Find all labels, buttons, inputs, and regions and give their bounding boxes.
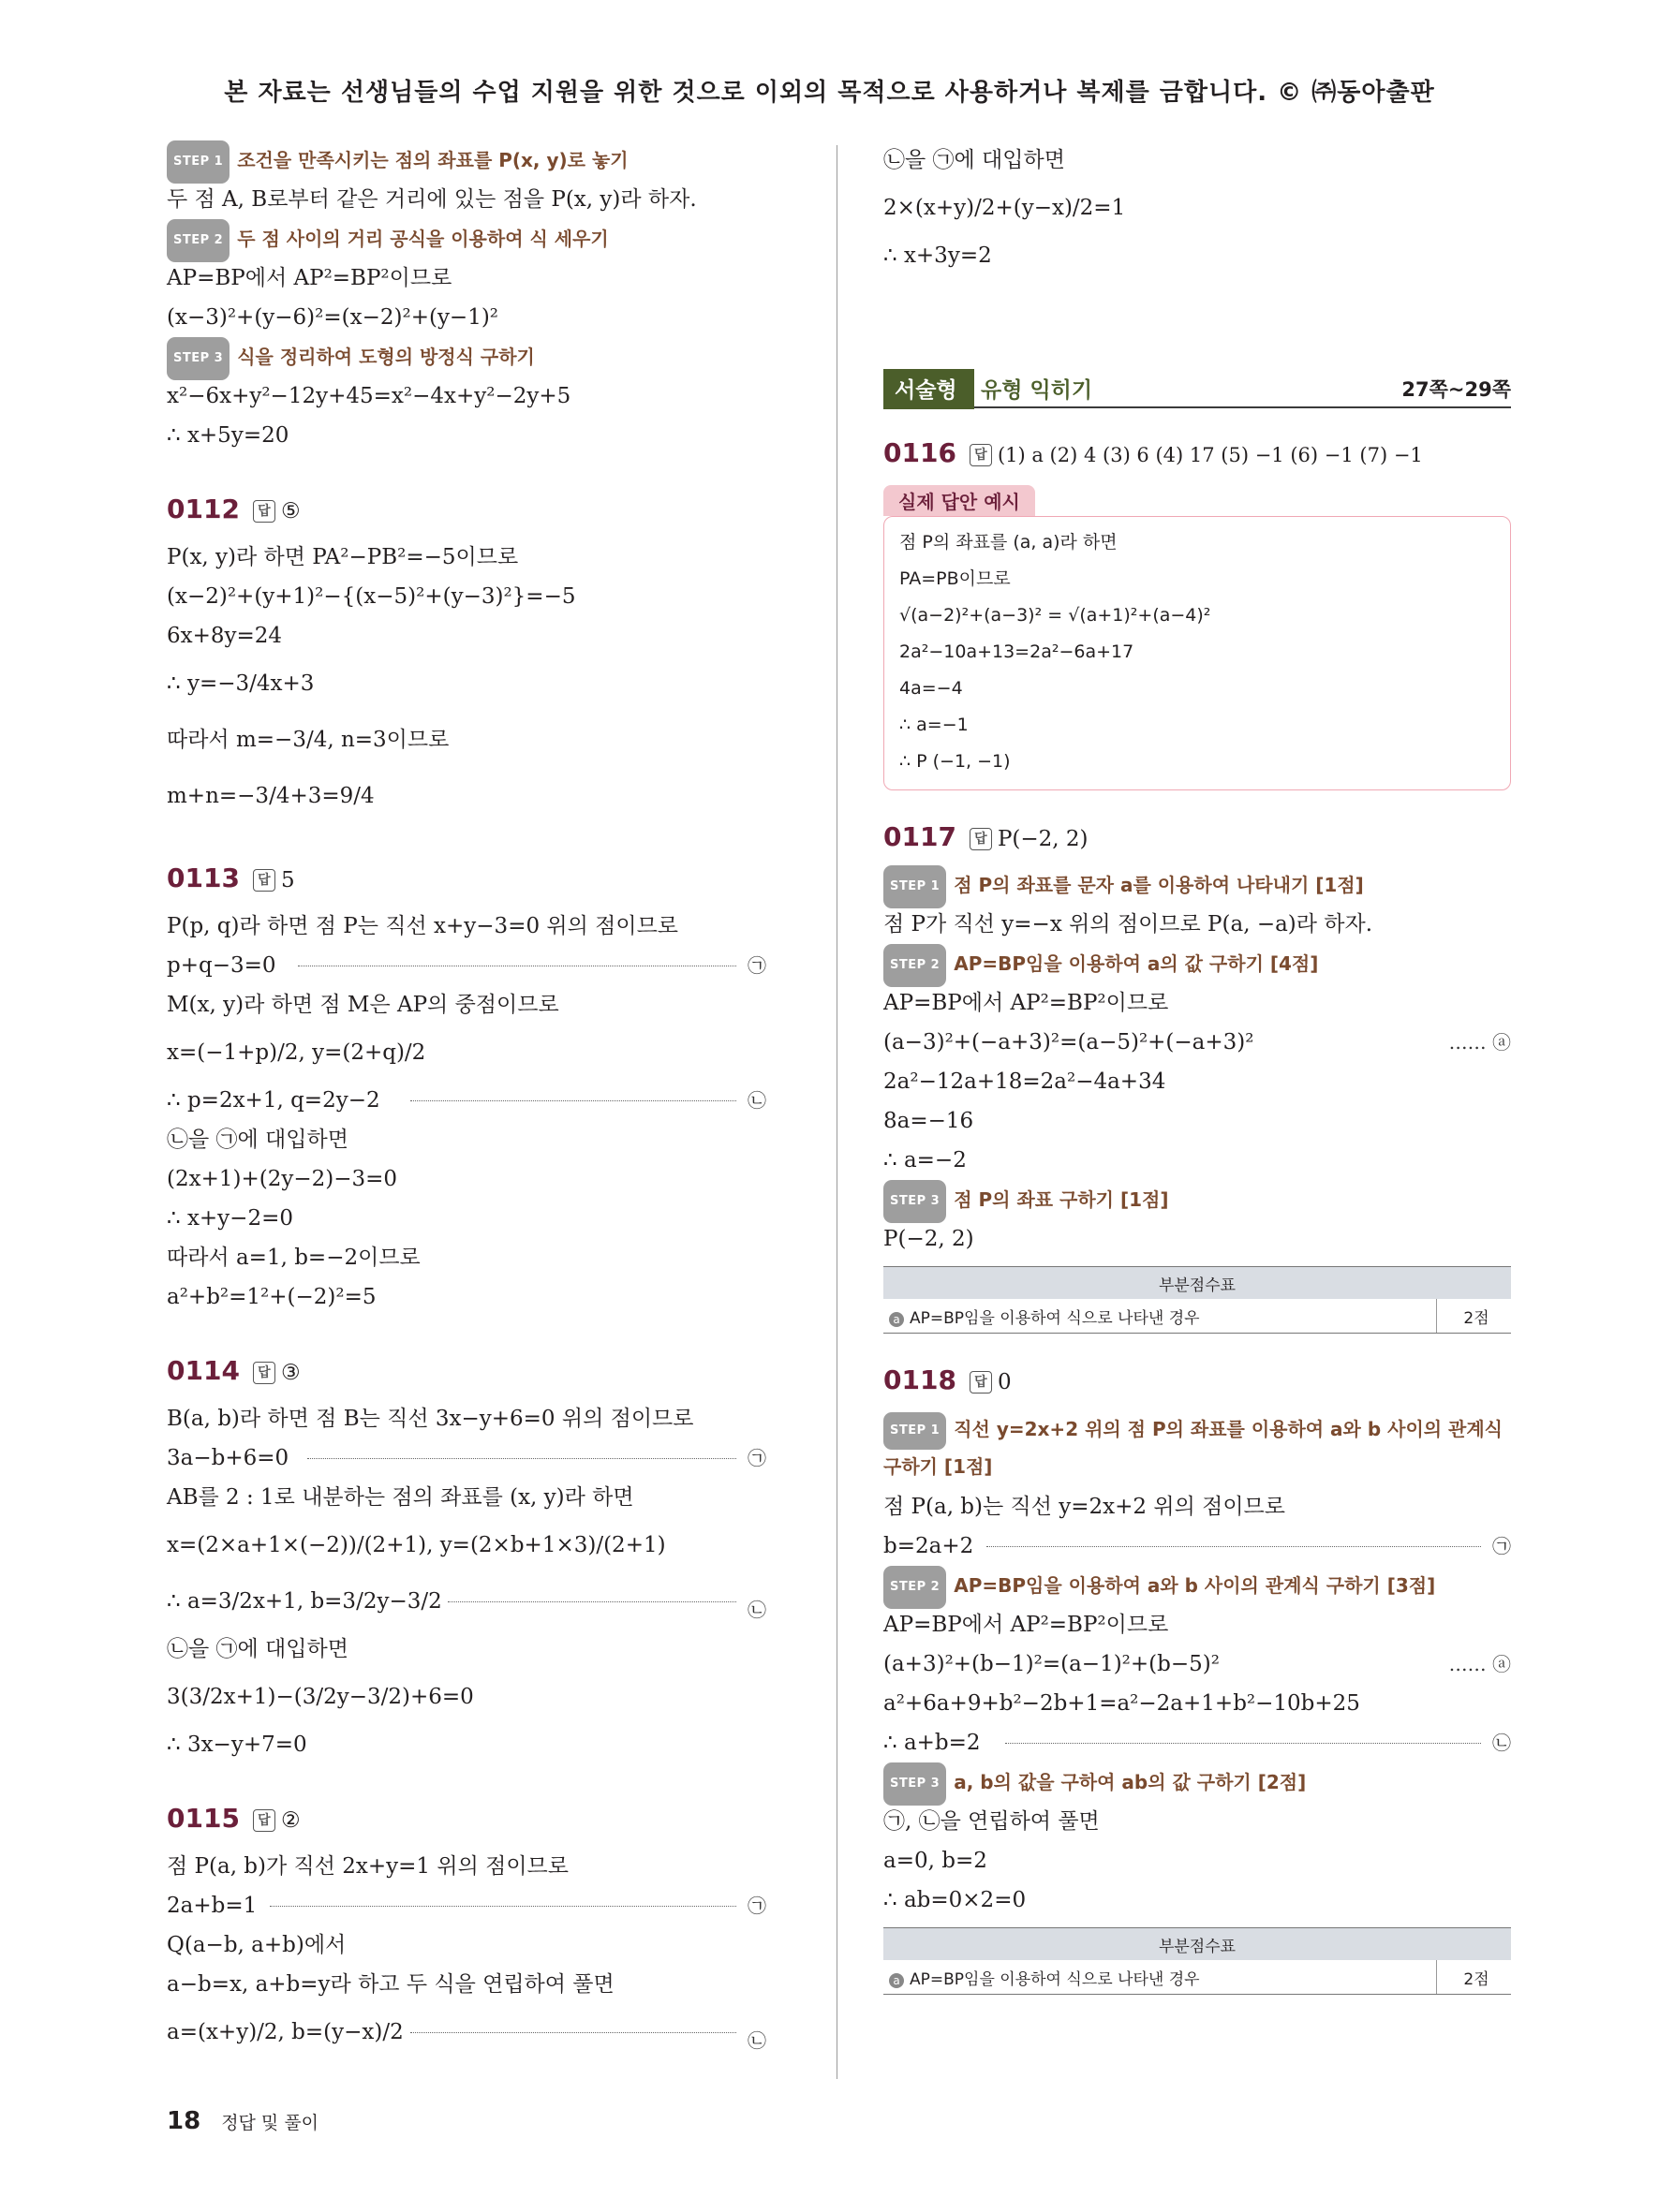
handwritten-line: ∴ P (−1, −1) — [899, 751, 1011, 772]
solution-line: 점 P가 직선 y=−x 위의 점이므로 P(a, −a)라 하자. — [883, 912, 1373, 936]
problem-number: 0116 — [883, 437, 956, 468]
handwritten-answer-box — [883, 516, 1511, 790]
solution-line: P(−2, 2) — [883, 1227, 974, 1251]
solution-line: 8a=−16 — [883, 1109, 974, 1133]
problem-number: 0113 — [167, 863, 240, 893]
solution-line: P(x, y)라 하면 PA²−PB²=−5이므로 — [167, 545, 519, 569]
answer-icon: 답 — [253, 1809, 275, 1832]
answer-icon: 답 — [970, 828, 992, 850]
section-title: 유형 익히기 — [981, 378, 1093, 403]
equation-mark: ㉡ — [1492, 1732, 1511, 1754]
footer-title: 정답 및 풀이 — [221, 2113, 319, 2133]
solution-line: (x−3)²+(y−6)²=(x−2)²+(y−1)² — [167, 305, 499, 330]
solution-line: m+n=−3/4+3=9/4 — [167, 784, 375, 808]
solution-line: 3(3/2x+1)−(3/2y−3/2)+6=0 — [167, 1685, 474, 1709]
solution-line: ∴ y=−3/4x+3 — [167, 671, 315, 696]
solution-line: AB를 2 : 1로 내분하는 점의 좌표를 (x, y)라 하면 — [167, 1485, 634, 1510]
page-footer — [167, 2107, 318, 2135]
equation-mark: ㉡ — [748, 2029, 766, 2052]
score-points: 2점 — [1437, 1299, 1512, 1334]
solution-line: a−b=x, a+b=y라 하고 두 식을 연립하여 풀면 — [167, 1972, 615, 1997]
solution-line: (x−2)²+(y+1)²−{(x−5)²+(y−3)²}=−5 — [167, 584, 576, 609]
solution-line: 점 P(a, b)는 직선 y=2x+2 위의 점이므로 — [883, 1495, 1285, 1519]
equation-mark: …… ⓐ — [1448, 1653, 1511, 1675]
solution-line: 2a+b=1 ㉠ — [167, 1886, 766, 1925]
answer-value: 0 — [997, 1370, 1012, 1394]
handwritten-line: √(a−2)²+(a−3)² = √(a+1)²+(a−4)² — [899, 605, 1211, 626]
solution-line: a²+6a+9+b²−2b+1=a²−2a+1+b²−10b+25 — [883, 1691, 1360, 1716]
partial-score-table — [883, 1927, 1511, 1995]
equation-mark: ㉠ — [748, 1895, 766, 1917]
step-2: STEP 2 두 점 사이의 거리 공식을 이용하여 식 세우기 — [167, 219, 766, 258]
answer-value: P(−2, 2) — [997, 827, 1089, 851]
solution-line: AP=BP에서 AP²=BP²이므로 — [883, 1613, 1169, 1637]
answer-icon: 답 — [253, 1362, 275, 1384]
score-criterion: a AP=BP임을 이용하여 식으로 나타낸 경우 — [883, 1299, 1437, 1334]
solution-line: ㉡을 ㉠에 대입하면 — [883, 148, 1065, 172]
score-table-header: 부분점수표 — [883, 1267, 1511, 1300]
dotted-leader — [307, 1458, 736, 1459]
page-number: 18 — [167, 2107, 201, 2135]
solution-line: ∴ x+y−2=0 — [167, 1206, 293, 1231]
solution-line: 2×(x+y)/2+(y−x)/2=1 — [883, 196, 1126, 220]
solution-line: AP=BP에서 AP²=BP²이므로 — [883, 991, 1169, 1015]
circle-a-icon: a — [889, 1973, 904, 1988]
solution-line: x=(−1+p)/2, y=(2+q)/2 — [167, 1040, 426, 1065]
solution-line: 따라서 m=−3/4, n=3이므로 — [167, 728, 450, 752]
circle-a-icon: a — [889, 1312, 904, 1327]
problem-number: 0118 — [883, 1364, 956, 1395]
solution-line: 따라서 a=1, b=−2이므로 — [167, 1246, 421, 1270]
dotted-leader — [986, 1546, 1481, 1547]
solution-line: ∴ a=−2 — [883, 1148, 967, 1172]
answer-icon: 답 — [970, 1371, 992, 1394]
problem-header — [167, 850, 766, 907]
equation-mark: ㉠ — [1492, 1535, 1511, 1557]
solution-line: p+q−3=0 ㉠ — [167, 946, 766, 985]
step-1: STEP 1 조건을 만족시키는 점의 좌표를 P(x, y)로 놓기 — [167, 140, 766, 180]
problem-header — [883, 1352, 1511, 1408]
problem-number: 0117 — [883, 821, 956, 852]
handwritten-line: 4a=−4 — [899, 678, 963, 699]
left-column — [167, 140, 766, 2060]
solution-line: ∴ a+b=2 ㉡ — [883, 1723, 1511, 1762]
problem-number: 0114 — [167, 1355, 240, 1386]
solution-line: ㉠, ㉡을 연립하여 풀면 — [883, 1809, 1100, 1834]
solution-line: a=0, b=2 — [883, 1849, 987, 1873]
problem-header — [167, 481, 766, 538]
problem-number: 0115 — [167, 1803, 240, 1834]
dotted-leader — [448, 1601, 736, 1602]
dotted-leader — [270, 1906, 736, 1907]
step-1: STEP 1 직선 y=2x+2 위의 점 P의 좌표를 이용하여 a와 b 사이의 관계식 구하기 [1점] — [883, 1408, 1511, 1487]
solution-line: ∴ ab=0×2=0 — [883, 1888, 1027, 1912]
dotted-leader — [1005, 1743, 1481, 1744]
dotted-leader — [410, 2032, 736, 2033]
problem-header — [883, 809, 1511, 865]
right-column — [883, 140, 1511, 2013]
solution-line: (a−3)²+(−a+3)²=(a−5)²+(−a+3)² …… ⓐ — [883, 1023, 1511, 1062]
section-tag: 서술형 — [883, 369, 974, 409]
solution-line: 2a²−12a+18=2a²−4a+34 — [883, 1069, 1166, 1094]
solution-line: 두 점 A, B로부터 같은 거리에 있는 점을 P(x, y)라 하자. — [167, 187, 697, 212]
answer-icon: 답 — [970, 444, 992, 466]
answer-value: ⑤ — [280, 499, 301, 524]
solution-line: ∴ p=2x+1, q=2y−2 ㉡ — [167, 1081, 766, 1120]
step-3: STEP 3 a, b의 값을 구하여 ab의 값 구하기 [2점] — [883, 1762, 1511, 1802]
solution-line: (a+3)²+(b−1)²=(a−1)²+(b−5)² …… ⓐ — [883, 1644, 1511, 1684]
answer-icon: 답 — [253, 869, 275, 892]
step-3: STEP 3 점 P의 좌표 구하기 [1점] — [883, 1180, 1511, 1219]
partial-score-table — [883, 1266, 1511, 1334]
solution-line: 3a−b+6=0 ㉠ — [167, 1438, 766, 1478]
solution-line: ∴ a=3/2x+1, b=3/2y−3/2 ㉡ — [167, 1573, 766, 1630]
solution-line: ㉡을 ㉠에 대입하면 — [167, 1128, 348, 1152]
answer-icon: 답 — [253, 500, 275, 523]
section-pages: 27쪽~29쪽 — [1401, 378, 1511, 401]
solution-line: a=(x+y)/2, b=(y−x)/2 ㉡ — [167, 2004, 766, 2060]
equation-mark: ㉠ — [748, 1447, 766, 1469]
solution-line: x²−6x+y²−12y+45=x²−4x+y²−2y+5 — [167, 384, 571, 408]
handwritten-line: ∴ a=−1 — [899, 715, 969, 735]
step-2: STEP 2 AP=BP임을 이용하여 a와 b 사이의 관계식 구하기 [3점] — [883, 1566, 1511, 1605]
solution-line: ㉡을 ㉠에 대입하면 — [167, 1637, 348, 1661]
score-criterion: a AP=BP임을 이용하여 식으로 나타낸 경우 — [883, 1960, 1437, 1995]
problem-header — [167, 1791, 766, 1847]
solution-line: ∴ x+5y=20 — [167, 423, 289, 448]
problem-header — [883, 425, 1511, 481]
solution-line: 6x+8y=24 — [167, 624, 283, 648]
score-points: 2점 — [1437, 1960, 1512, 1995]
answer-value: ② — [280, 1808, 301, 1833]
score-table-header: 부분점수표 — [883, 1928, 1511, 1961]
step-1: STEP 1 점 P의 좌표를 문자 a를 이용하여 나타내기 [1점] — [883, 865, 1511, 905]
answer-value: ③ — [280, 1361, 301, 1385]
handwritten-line: 점 P의 좌표를 (a, a)라 하면 — [899, 532, 1118, 553]
solution-line: P(p, q)라 하면 점 P는 직선 x+y−3=0 위의 점이므로 — [167, 914, 679, 938]
equation-mark: ㉡ — [748, 1599, 766, 1621]
handwritten-line: 2a²−10a+13=2a²−6a+17 — [899, 641, 1134, 662]
answer-value: 5 — [280, 868, 295, 892]
problem-header — [167, 1343, 766, 1399]
solution-line: M(x, y)라 하면 점 M은 AP의 중점이므로 — [167, 993, 559, 1017]
solution-line: AP=BP에서 AP²=BP²이므로 — [167, 266, 452, 290]
problem-number: 0112 — [167, 494, 240, 524]
section-header — [883, 369, 1511, 408]
copyright-notice: 본 자료는 선생님들의 수업 지원을 위한 것으로 이외의 목적으로 사용하거나 복제를 금합니다. © ㈜동아출판 — [224, 79, 1435, 107]
solution-line: Q(a−b, a+b)에서 — [167, 1933, 347, 1957]
step-3: STEP 3 식을 정리하여 도형의 방정식 구하기 — [167, 337, 766, 376]
dotted-leader — [410, 1100, 736, 1101]
step-2: STEP 2 AP=BP임을 이용하여 a의 값 구하기 [4점] — [883, 944, 1511, 983]
example-answer-tag: 실제 답안 예시 — [883, 485, 1035, 516]
solution-line: ∴ x+3y=2 — [883, 243, 992, 268]
solution-line: a²+b²=1²+(−2)²=5 — [167, 1285, 377, 1309]
solution-line: B(a, b)라 하면 점 B는 직선 3x−y+6=0 위의 점이므로 — [167, 1407, 694, 1431]
solution-line: 점 P(a, b)가 직선 2x+y=1 위의 점이므로 — [167, 1854, 569, 1879]
solution-line: ∴ 3x−y+7=0 — [167, 1733, 307, 1757]
solution-line: (2x+1)+(2y−2)−3=0 — [167, 1167, 398, 1191]
solution-line: b=2a+2 ㉠ — [883, 1526, 1511, 1566]
equation-mark: ㉡ — [748, 1089, 766, 1112]
equation-mark: ㉠ — [748, 954, 766, 977]
answer-value: (1) a (2) 4 (3) 6 (4) 17 (5) −1 (6) −1 (7) −1 — [997, 444, 1423, 466]
solution-line: x=(2×a+1×(−2))/(2+1), y=(2×b+1×3)/(2+1) — [167, 1533, 666, 1557]
handwritten-line: PA=PB이므로 — [899, 568, 1011, 589]
equation-mark: …… ⓐ — [1448, 1031, 1511, 1054]
